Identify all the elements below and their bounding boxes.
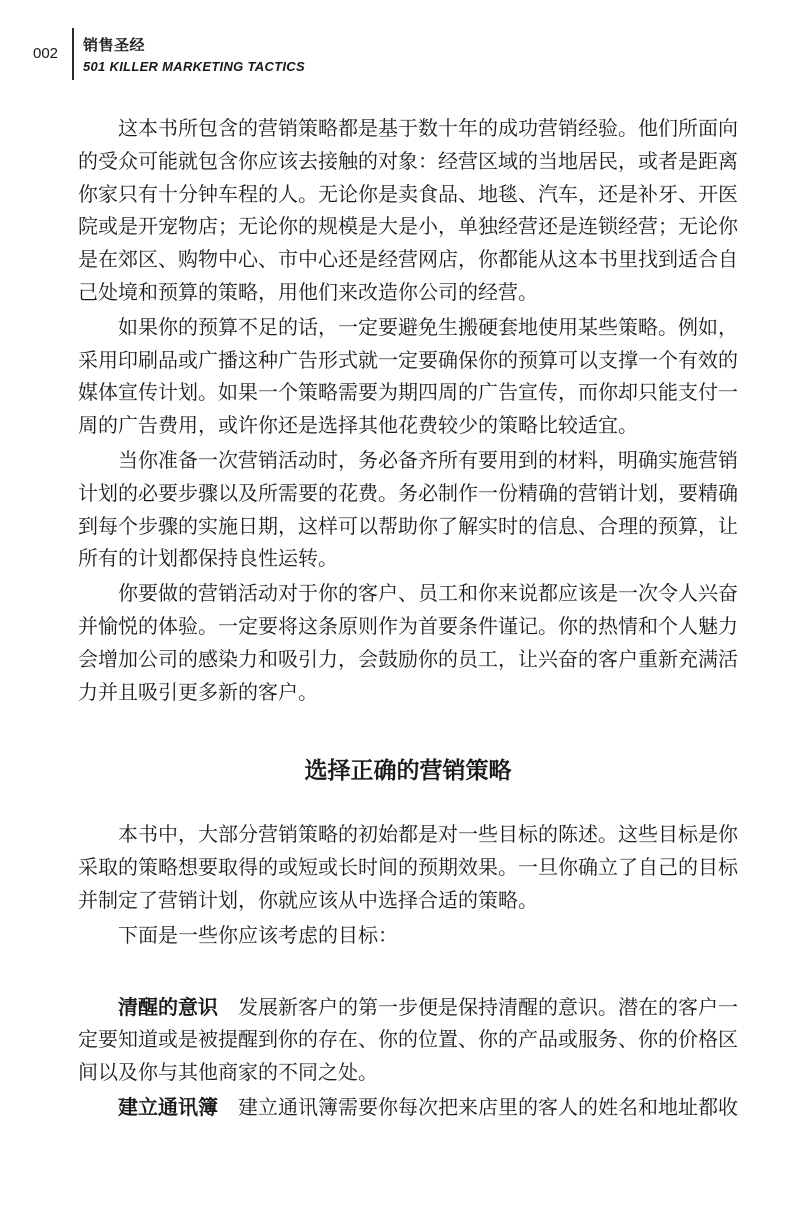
section-paragraph: 本书中，大部分营销策略的初始都是对一些目标的陈述。这些目标是你采取的策略想要取得的或短或长时间的预期效果。一旦你确立了自己的目标并制定了营销计划，你就应该从中选择合适的策略。	[78, 822, 738, 912]
spacer	[78, 710, 738, 755]
book-subtitle: 501 KILLER MARKETING TACTICS	[83, 59, 305, 74]
section-paragraph: 下面是一些你应该考虑的目标：	[118, 922, 398, 947]
running-header	[0, 28, 800, 82]
goal-term: 建立通讯簿	[118, 1094, 218, 1119]
spacer	[78, 954, 738, 991]
page-body	[78, 112, 738, 1126]
body-paragraph: 这本书所包含的营销策略都是基于数十年的成功营销经验。他们所面向的受众可能就包含你应该去接触的对象：经营区域的当地居民，或者是距离你家只有十分钟车程的人。无论你是卖食品、地毯、汽车，还是补牙、开医院或是开宠物店；无论你的规模是大是小，单独经营还是连锁经营；无论你是在郊区、购物中心、市中心还是经营网店，你都能从这本书里找到适合自己处境和预算的策略，用他们来改造你公司的经营。	[78, 116, 738, 304]
body-paragraph: 当你准备一次营销活动时，务必备齐所有要用到的材料，明确实施营销计划的必要步骤以及所需要的花费。务必制作一份精确的营销计划，要精确到每个步骤的实施日期，这样可以帮助你了解实时的信息、合理的预算，让所有的计划都保持良性运转。	[78, 447, 738, 571]
goal-text: 发展新客户的第一步便是保持清醒的意识。潜在的客户一定要知道或是被提醒到你的存在、你的位置、你的产品或服务、你的价格区间以及你与其他商家的不同之处。	[78, 994, 738, 1085]
page-number: 002	[33, 45, 59, 62]
book-title: 销售圣经	[83, 36, 146, 54]
header-divider	[72, 28, 74, 80]
goal-term: 清醒的意识	[118, 994, 218, 1019]
body-paragraph: 你要做的营销活动对于你的客户、员工和你来说都应该是一次令人兴奋并愉悦的体验。一定要将这条原则作为首要条件谨记。你的热情和个人魅力会增加公司的感染力和吸引力，会鼓励你的员工，让兴奋的客户重新充满活力并且吸引更多新的客户。	[78, 581, 738, 704]
goal-item	[78, 1091, 738, 1126]
body-paragraph: 如果你的预算不足的话，一定要避免生搬硬套地使用某些策略。例如，采用印刷品或广播这种广告形式就一定要确保你的预算可以支撑一个有效的媒体宣传计划。如果一个策略需要为期四周的广告宣传，而你却只能支付一周的广告费用，或许你还是选择其他花费较少的策略比较适宜。	[78, 314, 738, 438]
spacer	[78, 788, 738, 818]
goal-item	[78, 991, 738, 1091]
goal-text: 建立通讯簿需要你每次把来店里的客人的姓名和地址都收	[238, 1094, 738, 1119]
section-heading: 选择正确的营销策略	[304, 758, 512, 785]
